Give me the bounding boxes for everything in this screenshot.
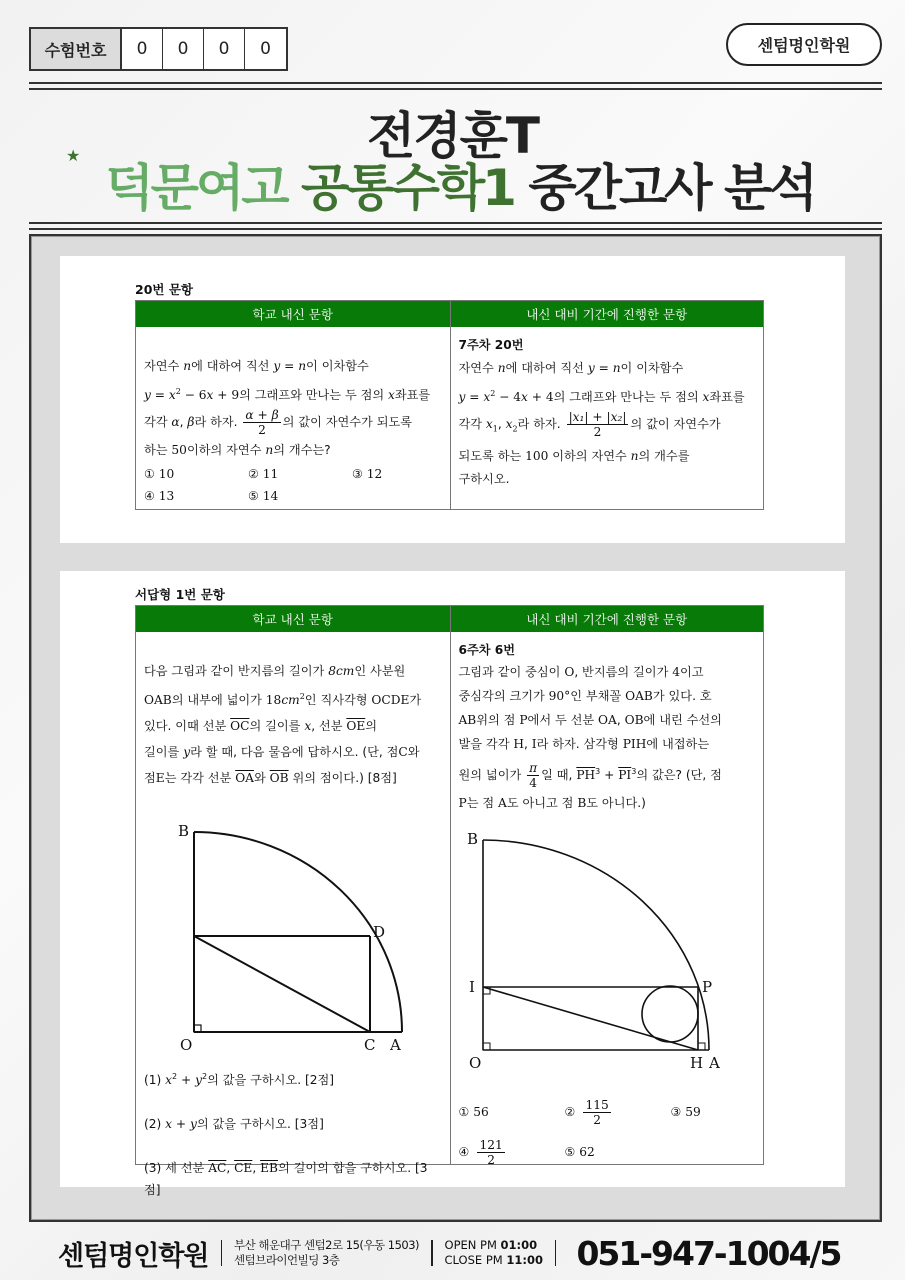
choice[interactable]: ① 10	[144, 467, 175, 482]
school-question-column	[136, 301, 450, 509]
question-line: 자연수 n에 대하여 직선 y = n이 이차함수	[144, 359, 369, 373]
sub-question-3: (3) 세 선분 $\overline{AC}$, $\overline{CE}$, $\overline{EB}$의 길이의 합을 구하시오. [3점]	[144, 1161, 428, 1198]
divider	[431, 1240, 433, 1266]
answer-choices	[144, 463, 442, 507]
close-hours: CLOSE PM 11:00	[444, 1253, 543, 1267]
label-H: H	[689, 1054, 703, 1072]
divider	[29, 82, 882, 84]
question-line: $y = x^2 - 6x + 9$의 그래프와 만나는 두 점의 x좌표를	[144, 387, 431, 403]
label-O: O	[468, 1054, 481, 1072]
address-line: 센텀브라이언빌딩 3층	[234, 1253, 340, 1267]
choice[interactable]: ② $\frac{115}{2}$	[564, 1097, 609, 1127]
question-line: OAB의 내부에 넓이가 $18cm^2$인 직사각형 OCDE가	[144, 692, 422, 708]
answer-choices-area	[451, 1084, 764, 1178]
sector-inscribed-circle-figure	[461, 828, 761, 1078]
academy-badge: 센텀명인학원	[726, 23, 882, 66]
question-line: 다음 그림과 같이 반지름의 길이가 8cm인 사분원	[144, 664, 406, 678]
question-line: 점E는 각각 선분 $\overline{OA}$와 $\overline{OB}$ 위의 점이다.) [8점]	[144, 771, 397, 786]
question-line: $y = x^2 - 4x + 4$의 그래프와 만나는 두 점의 x좌표를	[458, 389, 745, 405]
question-body	[136, 327, 450, 513]
question-line: 각각 α, β라 하자. $\frac{\alpha + \beta}{2}$ 의 값이 자연수가 되도록	[144, 408, 413, 438]
choice[interactable]: ⑤ 62	[564, 1145, 595, 1159]
prep-question-column	[450, 606, 764, 1167]
column-header: 내신 대비 기간에 진행한 문항	[451, 301, 764, 327]
label-B: B	[466, 830, 478, 848]
title-school: 덕문여고	[105, 159, 287, 217]
open-hours: OPEN PM 01:00	[444, 1238, 538, 1252]
question-line: 있다. 이때 선분 $\overline{OC}$의 길이를 x, 선분 $\overline{OE}$의	[144, 719, 378, 734]
question-card-20	[60, 256, 845, 543]
divider	[29, 228, 882, 230]
question-line: 원의 넓이가 $\frac{\pi}{4}$ 일 때, $\overline{PH}^3 + \overline{PI}^3$의 값은? (단, 점	[458, 761, 722, 791]
choice[interactable]: ② 11	[248, 467, 279, 482]
question-body	[451, 632, 764, 821]
question-line: P는 점 A도 아니고 점 B도 아니다.)	[458, 796, 646, 811]
exam-digit: 0	[260, 39, 271, 59]
question-line: AB위의 점 P에서 두 선분 OA, OB에 내린 수선의	[458, 713, 722, 727]
answer-choices	[459, 1092, 756, 1172]
label-D: D	[373, 923, 386, 941]
column-header: 내신 대비 기간에 진행한 문항	[451, 606, 764, 632]
question-line: 하는 50이하의 자연수 n의 개수는?	[144, 443, 331, 458]
question-line: 각각 $x_1$, $x_2$라 하자. $\frac{\text{|x₁| + |x₂|}}{2}$ 의 값이 자연수가	[458, 410, 721, 440]
label-I: I	[468, 978, 475, 996]
footer	[58, 1230, 840, 1276]
choice[interactable]: ③ 59	[670, 1105, 701, 1119]
choice[interactable]: ④ 13	[144, 489, 175, 504]
question-line: 그림과 같이 중심이 O, 반지름의 길이가 4이고	[458, 665, 704, 679]
footer-address	[234, 1238, 419, 1268]
question-body	[136, 632, 450, 797]
sub-questions	[136, 1058, 450, 1207]
choice[interactable]: ① 56	[458, 1105, 489, 1119]
question-line: 되도록 하는 100 이하의 자연수 n의 개수를	[458, 448, 690, 463]
question-line: 구하시오.	[458, 471, 510, 486]
exam-digit: 0	[122, 29, 163, 69]
question-line: 길이를 y라 할 때, 다음 물음에 답하시오. (단, 점C와	[144, 745, 420, 760]
title-rest: 중간고사 분석	[528, 159, 815, 217]
question-subtitle: 7주차 20번	[458, 338, 524, 352]
sub-question-1: (1) $x^2 + y^2$의 값을 구하시오. [2점]	[144, 1072, 335, 1088]
divider	[221, 1240, 223, 1266]
label-A: A	[708, 1054, 720, 1072]
question-card-essay-1	[60, 571, 845, 1198]
column-header: 학교 내신 문항	[136, 301, 450, 327]
address-line: 부산 해운대구 센텀2로 15(우동 1503)	[234, 1238, 420, 1252]
section-title: 서답형 1번 문항	[135, 587, 225, 602]
choice[interactable]: ④ $\frac{121}{2}$	[458, 1137, 503, 1167]
exam-number-label: 수험번호	[31, 29, 122, 69]
quarter-circle-rectangle-figure	[146, 818, 446, 1054]
label-O: O	[180, 1036, 193, 1054]
page-title-line2	[80, 148, 840, 220]
question-subtitle: 6주차 6번	[458, 643, 516, 657]
column-header: 학교 내신 문항	[136, 606, 450, 632]
label-C: C	[364, 1036, 376, 1054]
question-line: 중심각의 크기가 90°인 부채꼴 OAB가 있다. 호	[458, 689, 712, 703]
comparison-table	[135, 605, 764, 1198]
comparison-table	[135, 300, 764, 510]
label-P: P	[701, 978, 712, 996]
question-line: 발을 각각 H, I라 하자. 삼각형 PIH에 내접하는	[458, 737, 710, 751]
prep-question-column	[450, 301, 764, 509]
star-icon: ★	[66, 146, 81, 165]
exam-digit: 0	[163, 29, 204, 69]
choice[interactable]: ⑤ 14	[248, 489, 279, 504]
divider	[29, 88, 882, 90]
title-subject: 공통수학1	[300, 159, 514, 217]
footer-academy-name: 센텀명인학원	[58, 1240, 209, 1272]
label-B: B	[178, 822, 190, 840]
school-question-column	[136, 606, 450, 1198]
footer-phone[interactable]: 051-947-1004/5	[576, 1233, 841, 1273]
footer-hours	[445, 1238, 543, 1268]
exam-digit: 0	[204, 29, 245, 69]
divider	[29, 222, 882, 224]
section-title: 20번 문항	[135, 282, 193, 297]
exam-number-box	[29, 27, 288, 71]
page-title-line1: 전경훈T	[366, 107, 538, 165]
choice[interactable]: ③ 12	[352, 467, 383, 482]
sub-question-2: (2) x + y의 값을 구하시오. [3점]	[144, 1117, 324, 1132]
question-body	[451, 327, 764, 495]
divider	[555, 1240, 557, 1266]
question-line: 자연수 n에 대하여 직선 y = n이 이차함수	[458, 361, 684, 375]
label-A: A	[390, 1036, 401, 1054]
